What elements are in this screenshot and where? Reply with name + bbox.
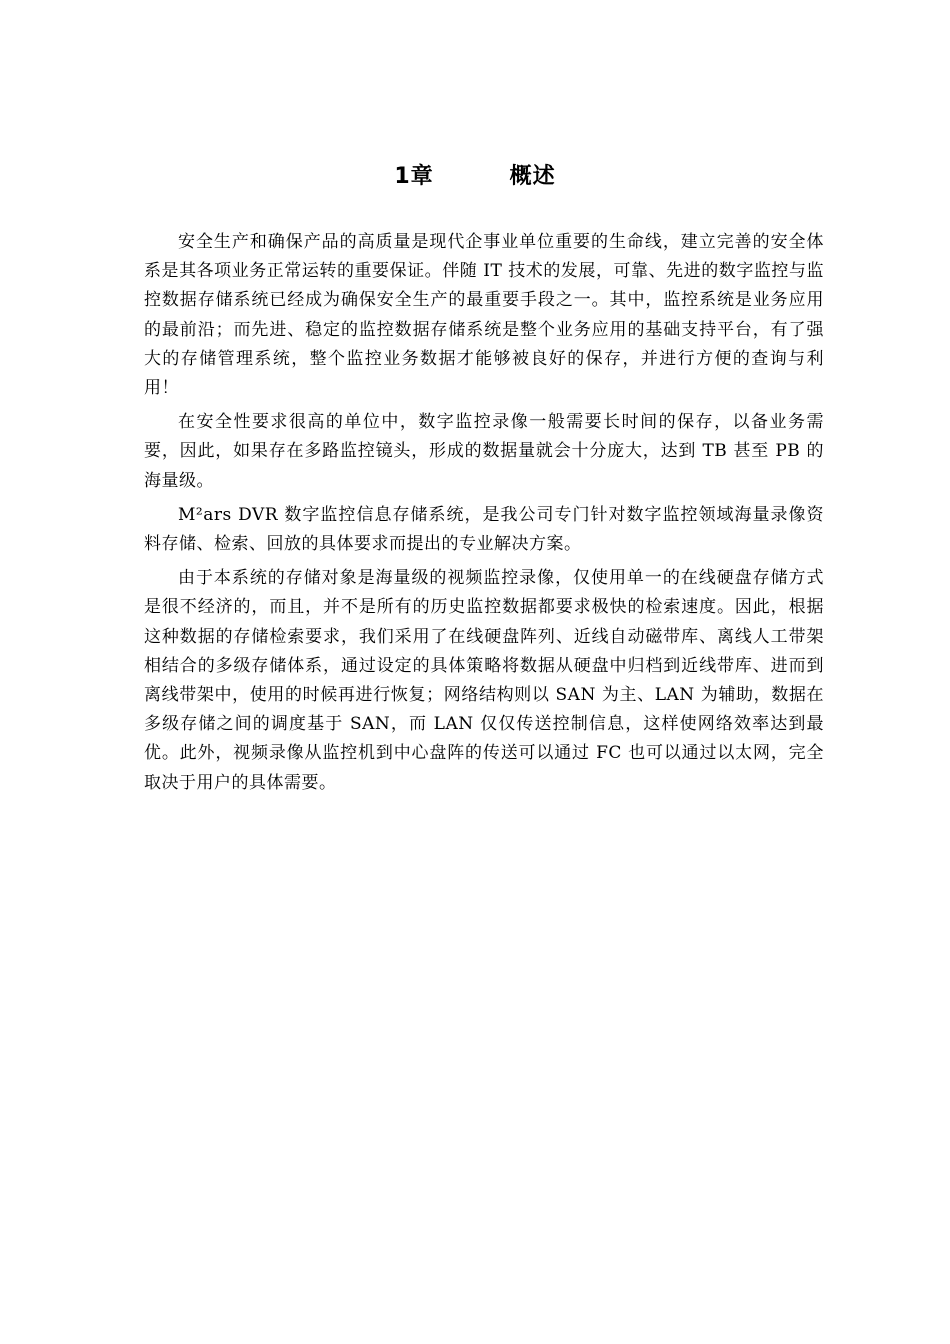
paragraph-overview: 安全生产和确保产品的高质量是现代企事业单位重要的生命线，建立完善的安全体系是其各项业务正常运转的重要保证。伴随 IT 技术的发展，可靠、先进的数字监控与监控数据存储系统已经成为确保安全生产的最重要手段之一。其中，监控系统是业务应用的最前沿；而先进、稳定的监控数据存储系统是整个业务应用的基础支持平台，有了强大的存储管理系统，整个监控业务数据才能够被良好的保存，并进行方便的查询与利用！ [144, 232, 824, 399]
document-body [144, 228, 824, 803]
paragraph-product-intro: M²ars DVR 数字监控信息存储系统，是我公司专门针对数字监控领域海量录像资料存储、检索、回放的具体要求而提出的专业解决方案。 [144, 504, 824, 555]
paragraph-data-volume: 在安全性要求很高的单位中，数字监控录像一般需要长时间的保存，以备业务需要，因此，如果存在多路监控镜头，形成的数据量就会十分庞大，达到 TB 甚至 PB 的海量级。 [144, 412, 824, 491]
paragraph-architecture: 由于本系统的存储对象是海量级的视频监控录像，仅使用单一的在线硬盘存储方式是很不经济的，而且，并不是所有的历史监控数据都要求极快的检索速度。因此，根据这种数据的存储检索要求，我们采用了在线硬盘阵列、近线自动磁带库、离线人工带架相结合的多级存储体系，通过设定的具体策略将数据从硬盘中归档到近线带库、进而到离线带架中，使用的时候再进行恢复；网络结构则以 SAN 为主、LAN 为辅助，数据在多级存储之间的调度基于 SAN，而 LAN 仅仅传送控制信息，这样使网络效率达到最优。此外，视频录像从监控机到中心盘阵的传送可以通过 FC 也可以通过以太网，完全取决于用户的具体需要。 [144, 568, 824, 793]
chapter-title-text: 概述 [509, 164, 556, 189]
chapter-heading [0, 160, 950, 194]
chapter-number: 1章 [394, 164, 434, 189]
